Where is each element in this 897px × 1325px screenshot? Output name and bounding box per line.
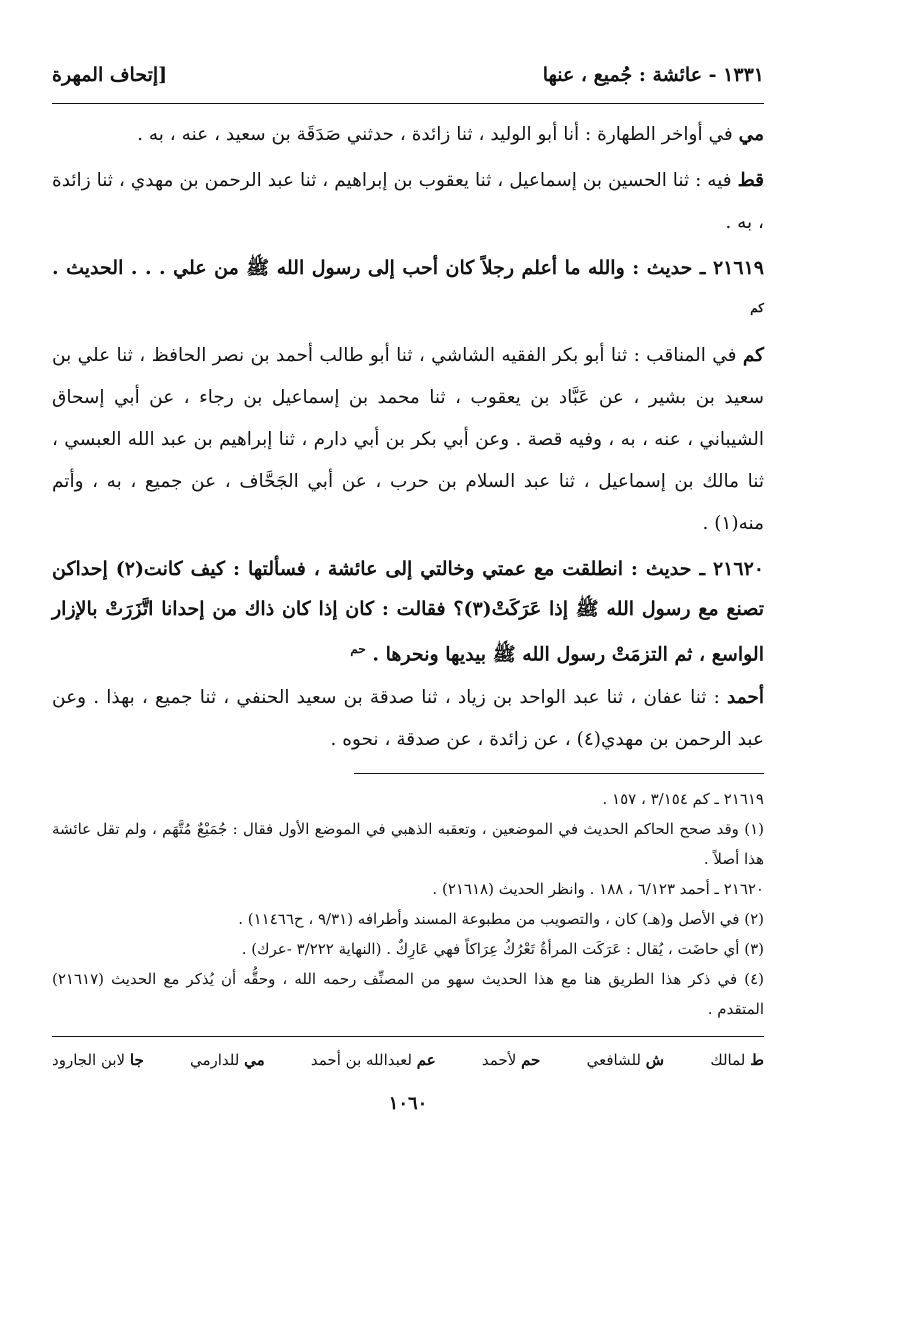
document-page — [52, 55, 764, 1295]
text-block-daraqutni — [52, 160, 764, 244]
legend-item: عم لعبدالله بن أحمد — [310, 1050, 436, 1069]
legend-item: جا لابن الجارود — [52, 1050, 144, 1069]
block-text: فيه : ثنا الحسين بن إسماعيل ، ثنا يعقوب بن إبراهيم ، ثنا عبد الرحمن بن مهدي ، ثنا زائدة ، به . — [52, 170, 764, 233]
page-header — [52, 55, 764, 95]
legend-item: ط لمالك — [710, 1050, 764, 1069]
source-sigil: أحمد — [727, 686, 764, 708]
legend-rule — [52, 1036, 764, 1037]
footnote: (٣) أي حاضَت ، يُقال : عَرَكَت المرأةُ تَعْرُكُ عِرَاكاً فهي عَارِكٌ . (النهاية ٣/٢٢٢ -عرك) . — [241, 939, 764, 958]
hadith-heading-21620 — [52, 549, 764, 674]
footnotes — [52, 784, 764, 1024]
page-number: ١٠٦٠ — [388, 1092, 428, 1114]
block-text: : ثنا عفان ، ثنا عبد الواحد بن زياد ، ثنا صدقة بن سعيد الحنفي ، ثنا جميع ، بهذا . وعن عبد الرحمن بن مهدي(٤) ، عن زائدة ، عن صدقة ، نحوه . — [52, 686, 764, 750]
hadith-number: ٢١٦١٩ — [712, 257, 764, 279]
footnote: (١) وقد صحح الحاكم الحديث في الموضعين ، وتعقبه الذهبي في الموضع الأول فقال : جُمَيْعٌ مُتَّهَم ، ولم تقل عائشة هذا أصلاً . — [52, 819, 764, 868]
footnote: ٢١٦٢٠ ـ أحمد ٦/١٢٣ ، ١٨٨ . وانظر الحديث (٢١٦١٨) . — [432, 879, 764, 898]
hadith-text: ـ حديث : انطلقت مع عمتي وخالتي إلى عائشة ، فسألتها : كيف كانت(٢) إحداكن تصنع مع رسول الله ﷺ إذا عَرَكَتْ(٣)؟ فقالت : كان إذا كان ذاك من إحدانا اتَّزَرَتْ بالإزار الواسع ، ثم التزمَتْ رسول الله ﷺ بيديها ونحرها . — [52, 558, 764, 666]
legend-item: ش للشافعي — [586, 1050, 665, 1069]
hadith-source-mark: كم — [750, 301, 764, 315]
legend-item: مي للدارمي — [189, 1050, 265, 1069]
hadith-heading-21619 — [52, 248, 764, 333]
block-text: في المناقب : ثنا أبو بكر الفقيه الشاشي ، ثنا أبو طالب أحمد بن نصر الحافظ ، ثنا علي بن سعيد بن بشير ، عن عَبَّاد بن يعقوب ، ثنا محمد بن إسماعيل بن رجاء ، عن أبي إسحاق الشيباني ، عنه ، به ، وفيه قصة . وعن أبي بكر بن أبي دارم ، ثنا إبراهيم بن عبد الله العبسي ، ثنا مالك بن إسماعيل ، ثنا عبد السلام بن حرب ، عن أبي الجَحَّاف ، عن جميع ، به ، وأتم منه(١) . — [52, 345, 764, 535]
hadith-text: ـ حديث : والله ما أعلم رجلاً كان أحب إلى رسول الله ﷺ من علي . . . الحديث . — [52, 257, 706, 279]
footnote-separator — [354, 773, 764, 774]
header-rule — [52, 103, 764, 104]
source-sigil: كم — [742, 345, 764, 367]
header-book-title: [إتحاف المهرة — [52, 64, 168, 86]
sigil-legend — [52, 1045, 764, 1075]
text-block-hakim — [52, 335, 764, 545]
hadith-number: ٢١٦٢٠ — [712, 558, 764, 581]
text-block-darimi — [52, 114, 764, 156]
footnote: ٢١٦١٩ ـ كم ٣/١٥٤ ، ١٥٧ . — [602, 789, 764, 808]
header-title: ١٣٣١ - عائشة : جُميع ، عنها — [542, 64, 764, 86]
source-sigil: مي — [738, 124, 764, 145]
text-block-ahmad — [52, 677, 764, 761]
footnote: (٤) في ذكر هذا الطريق هنا مع هذا الحديث سهو من المصنِّف رحمه الله ، وحقُّه أن يُذكر مع الحديث (٢١٦١٧) المتقدم . — [52, 969, 764, 1018]
hadith-source-mark: حم — [350, 642, 366, 657]
source-sigil: قط — [737, 170, 764, 191]
block-text: في أواخر الطهارة : أنا أبو الوليد ، ثنا زائدة ، حدثني صَدَقَة بن سعيد ، عنه ، به . — [137, 124, 733, 145]
footnote: (٢) في الأصل و(هـ) كان ، والتصويب من مطبوعة المسند وأطرافه (٩/٣١ ، ح١١٤٦٦) . — [238, 909, 764, 928]
legend-item: حم لأحمد — [481, 1050, 541, 1069]
